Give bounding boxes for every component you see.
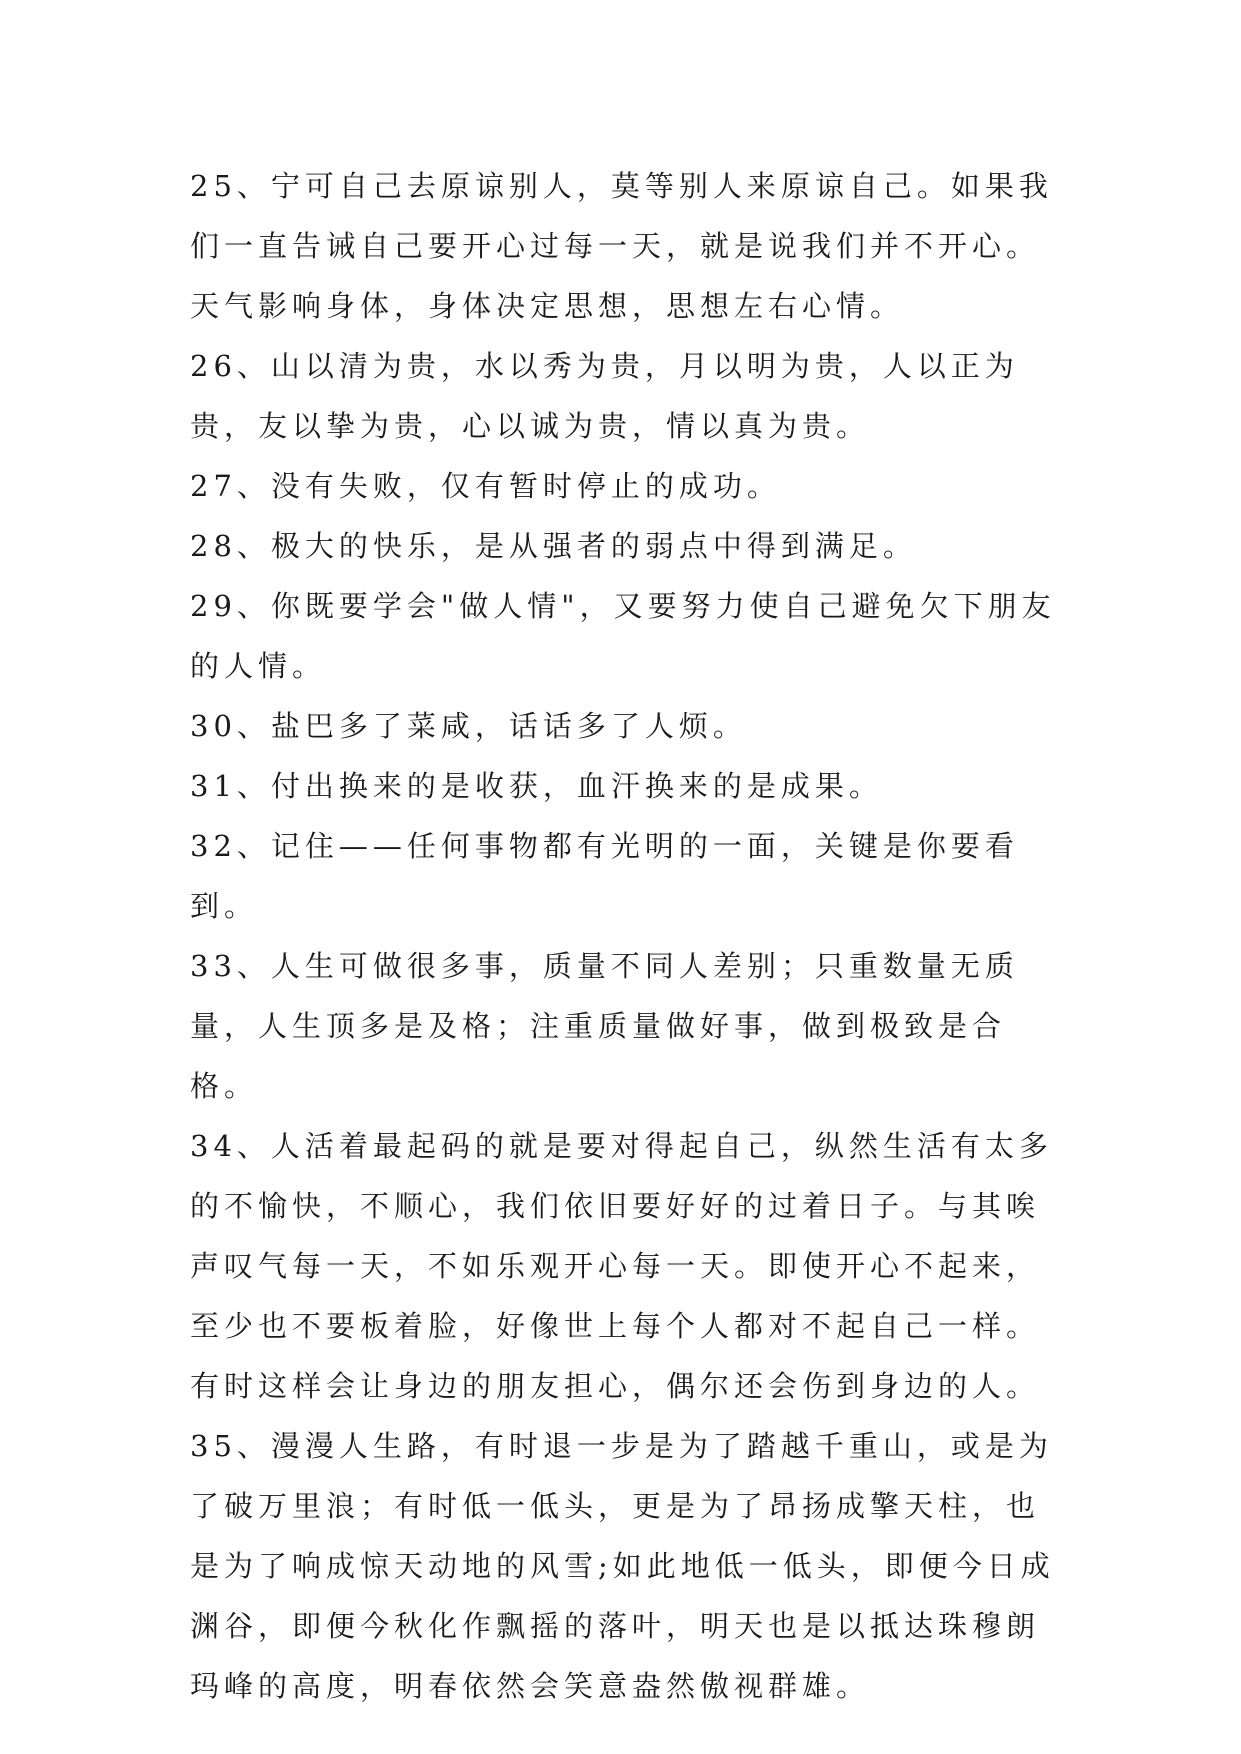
paragraph-32: 32、记住——任何事物都有光明的一面，关键是你要看到。 bbox=[190, 829, 1019, 923]
paragraph-33: 33、人生可做很多事，质量不同人差别；只重数量无质量，人生顶多是及格；注重质量做好事，做到极致是合格。 bbox=[190, 949, 1019, 1103]
paragraph-29: 29、你既要学会"做人情"，又要努力使自己避免欠下朋友的人情。 bbox=[190, 589, 1056, 683]
paragraph-28: 28、极大的快乐，是从强者的弱点中得到满足。 bbox=[190, 529, 917, 563]
paragraph-35: 35、漫漫人生路，有时退一步是为了踏越千重山，或是为了破万里浪；有时低一低头，更是为了昂扬成擎天柱，也是为了响成惊天动地的风雪;如此地低一低头，即便今日成渊谷，即便今秋化作飘摇的落叶，明天也是以抵达珠穆朗玛峰的高度，明春依然会笑意盎然傲视群雄。 bbox=[190, 1429, 1055, 1703]
paragraph-34: 34、人活着最起码的就是要对得起自己，纵然生活有太多的不愉快，不顺心，我们依旧要好好的过着日子。与其唉声叹气每一天，不如乐观开心每一天。即使开心不起来，至少也不要板着脸，好像世上每个人都对不起自己一样。有时这样会让身边的朋友担心，偶尔还会伤到身边的人。 bbox=[190, 1129, 1053, 1403]
paragraph-27: 27、没有失败，仅有暂时停止的成功。 bbox=[190, 469, 781, 503]
document-body bbox=[190, 156, 1070, 1716]
paragraph-30: 30、盐巴多了菜咸，话话多了人烦。 bbox=[190, 709, 747, 743]
paragraph-25: 25、宁可自己去原谅别人，莫等别人来原谅自己。如果我们一直告诫自己要开心过每一天，就是说我们并不开心。天气影响身体，身体决定思想，思想左右心情。 bbox=[190, 169, 1053, 323]
paragraph-31: 31、付出换来的是收获，血汗换来的是成果。 bbox=[190, 769, 883, 803]
paragraph-26: 26、山以清为贵，水以秀为贵，月以明为贵，人以正为贵，友以挚为贵，心以诚为贵，情以真为贵。 bbox=[190, 349, 1019, 443]
